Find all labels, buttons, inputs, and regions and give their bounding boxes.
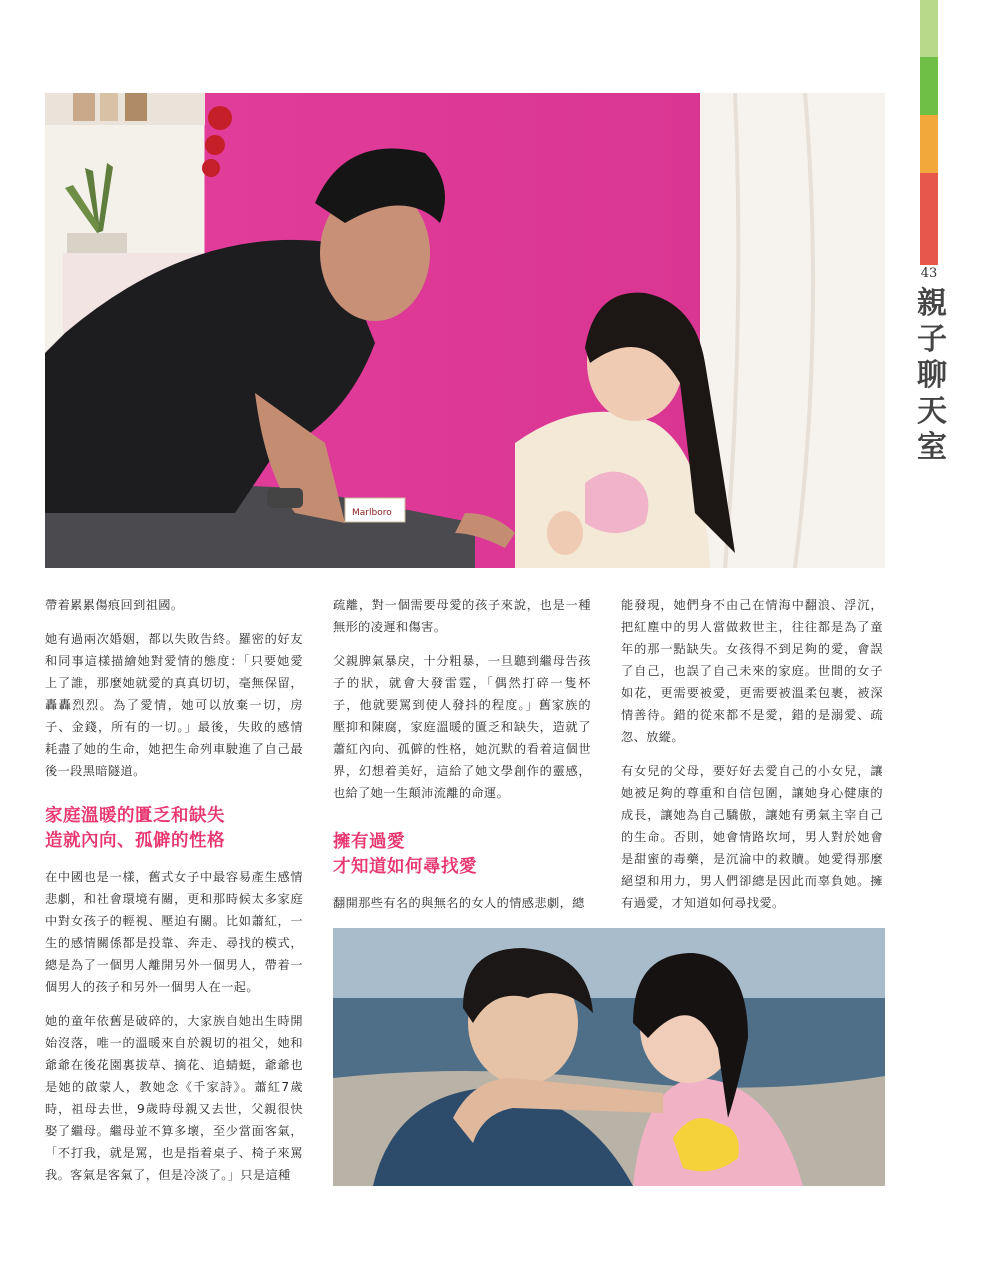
section-title-char: 親 (917, 286, 947, 321)
page-number: 43 (920, 266, 938, 281)
section-tab-2 (920, 57, 938, 115)
section-tab-4 (920, 173, 938, 265)
subheading-family-warmth (45, 804, 303, 854)
subheading-line: 才知道如何尋找愛 (333, 857, 477, 877)
paragraph: 有女兒的父母，要好好去愛自己的小女兒，讓她被足夠的尊重和自信包圍，讓她身心健康的成長，讓她為自己驕傲，讓她有勇氣主宰自己的生命。否則，她會情路坎坷，男人對於她會是甜蜜的毒藥，是沉淪中的救贖。她愛得那麼絕望和用力，男人們卻總是因此而辜負她。擁有過愛，才知道如何尋找愛。 (621, 764, 883, 910)
subheading-line: 家庭溫暖的匱乏和缺失 (45, 806, 225, 826)
photo-beach-kiss-illustration (333, 928, 885, 1186)
photo-beach-kiss (333, 928, 885, 1186)
subheading-line: 造就內向、孤僻的性格 (45, 831, 225, 851)
photo-father-daughter-illustration (45, 93, 885, 568)
section-tab-3 (920, 115, 938, 173)
paragraph: 帶着累累傷痕回到祖國。 (45, 598, 184, 612)
section-title-char: 聊 (917, 358, 947, 393)
paragraph: 翻開那些有名的與無名的女人的情感悲劇，總 (333, 896, 585, 910)
section-title-char: 室 (917, 430, 947, 465)
text-column-2 (333, 594, 591, 926)
section-title-char: 天 (917, 394, 947, 429)
paragraph: 父親脾氣暴戾，十分粗暴，一旦聽到繼母告孩子的狀，就會大發雷霆，「偶然打碎一隻杯子，他就要罵到使人發抖的程度。」舊家族的壓抑和陳腐，家庭溫暖的匱乏和缺失，造就了蕭紅內向、孤僻的性格，她沉默的看着這個世界，幻想着美好，這給了她文學創作的靈感，也給了她一生顛沛流離的命運。 (333, 654, 591, 800)
subheading-line: 擁有過愛 (333, 832, 405, 852)
paragraph: 疏離，對一個需要母愛的孩子來說，也是一種無形的凌遲和傷害。 (333, 598, 591, 634)
paragraph: 她的童年依舊是破碎的，大家族自她出生時開始沒落，唯一的溫暖來自於親切的祖父，她和爺爺在後花園裏拔草、摘花、追蜻蜓，爺爺也是她的啟蒙人，教她念《千家詩》。蕭紅7歲時，祖母去世，9歲時母親又去世，父親很快娶了繼母。繼母並不算多壞，至少當面客氣，「不打我，就是罵，也是指着桌子、椅子來罵我。客氣是客氣了，但是冷淡了。」只是這種 (45, 1014, 303, 1182)
paragraph: 她有過兩次婚姻，都以失敗告終。羅密的好友和同事這樣描繪她對愛情的態度：「只要她愛上了誰，那麼她就愛的真真切切，毫無保留，轟轟烈烈。為了愛情，她可以放棄一切，房子、金錢，所有的一切。」最後，失敗的感情耗盡了她的生命，她把生命列車駛進了自己最後一段黑暗隧道。 (45, 632, 303, 778)
photo-father-daughter (45, 93, 885, 568)
text-column-3 (621, 594, 883, 926)
paragraph: 能發現，她們身不由己在情海中翻浪、浮沉，把紅塵中的男人當做救世主，往往都是為了童年的那一點缺失。女孩得不到足夠的愛，會誤了自己，也誤了自己未來的家庭。世間的女子如花，更需要被愛，更需要被溫柔包裹，被深情善待。錯的從來都不是愛，錯的是溺愛、疏忽、放縱。 (621, 598, 883, 744)
text-column-1 (45, 594, 303, 1198)
cigarette-box-label: Marlboro (352, 508, 392, 518)
section-title-char: 子 (917, 322, 947, 357)
subheading-finding-love (333, 830, 591, 880)
section-tab-1 (920, 0, 938, 57)
section-title (912, 286, 952, 466)
paragraph: 在中國也是一樣，舊式女子中最容易產生感情悲劇，和社會環境有關，更和那時候太多家庭中對女孩子的輕視、壓迫有關。比如蕭紅，一生的感情關係都是投靠、奔走、尋找的模式，總是為了一個男人離開另外一個男人，帶着一個男人的孩子和另外一個男人在一起。 (45, 870, 303, 994)
